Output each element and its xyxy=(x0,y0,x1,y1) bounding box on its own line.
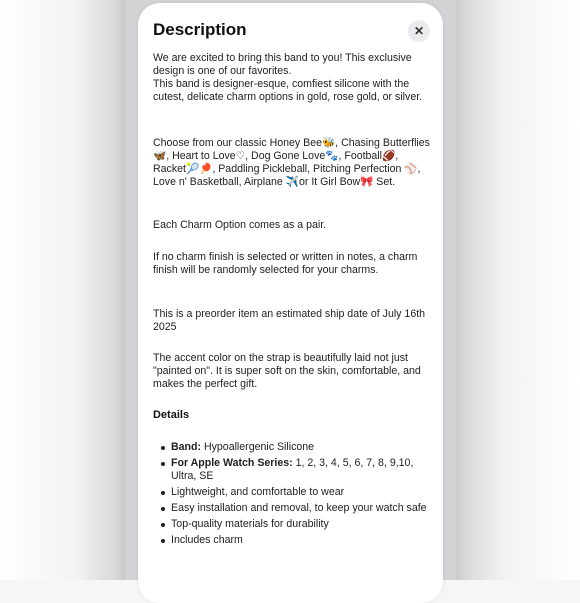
bullet-text: Lightweight, and comfortable to wear xyxy=(171,486,345,498)
bullet-label: For Apple Watch Series: xyxy=(171,457,293,469)
bullet-text: Hypoallergenic Silicone xyxy=(201,441,315,453)
list-item xyxy=(171,441,436,454)
bullet-text: Easy installation and removal, to keep your watch safe xyxy=(171,502,427,514)
close-icon: ✕ xyxy=(413,24,425,38)
sheet-title: Description xyxy=(153,20,247,39)
bullet-text: 1, 2, 3, 4, 5, 6, 7, 8, 9,10, Ultra, SE xyxy=(171,457,414,482)
finish-paragraph: If no charm finish is selected or written in notes, a charm finish will be randomly selected for your charms. xyxy=(153,251,418,276)
details-list xyxy=(171,441,436,550)
charm-options-paragraph: Choose from our classic Honey Bee🐝, Chasing Butterflies🦋, Heart to Love♡, Dog Gone Love🐾, Football🏈, Racket🎾🏓, Paddling Pickleball, Pitching Perfection ⚾, Love n' Basketball, Airplane ✈️or It Girl Bow🎀 Set. xyxy=(153,137,430,188)
intro-paragraph: We are excited to bring this band to you! This exclusive design is one of our favorites. This band is designer-esque, comfiest silicone with the cutest, delicate charm options in gold, rose gold, or silver. xyxy=(153,52,423,103)
list-item xyxy=(171,502,436,515)
description-sheet xyxy=(138,3,443,603)
close-button[interactable] xyxy=(408,20,430,42)
details-heading: Details xyxy=(153,409,190,421)
bullet-label: Band: xyxy=(171,441,202,453)
accent-paragraph: The accent color on the strap is beautifully laid not just "painted on". It is super soft on the skin, comfortable, and makes the perfect gift. xyxy=(153,352,421,390)
preorder-paragraph: This is a preorder item an estimated ship date of July 16th 2025 xyxy=(153,308,426,333)
background-left xyxy=(0,0,125,580)
list-item xyxy=(171,518,436,531)
list-item xyxy=(171,534,436,547)
list-item xyxy=(171,457,436,483)
background-right xyxy=(455,0,580,580)
bullet-text: Includes charm xyxy=(171,534,243,546)
bullet-text: Top-quality materials for durability xyxy=(171,518,329,530)
pair-paragraph: Each Charm Option comes as a pair. xyxy=(153,219,327,231)
list-item xyxy=(171,486,436,499)
